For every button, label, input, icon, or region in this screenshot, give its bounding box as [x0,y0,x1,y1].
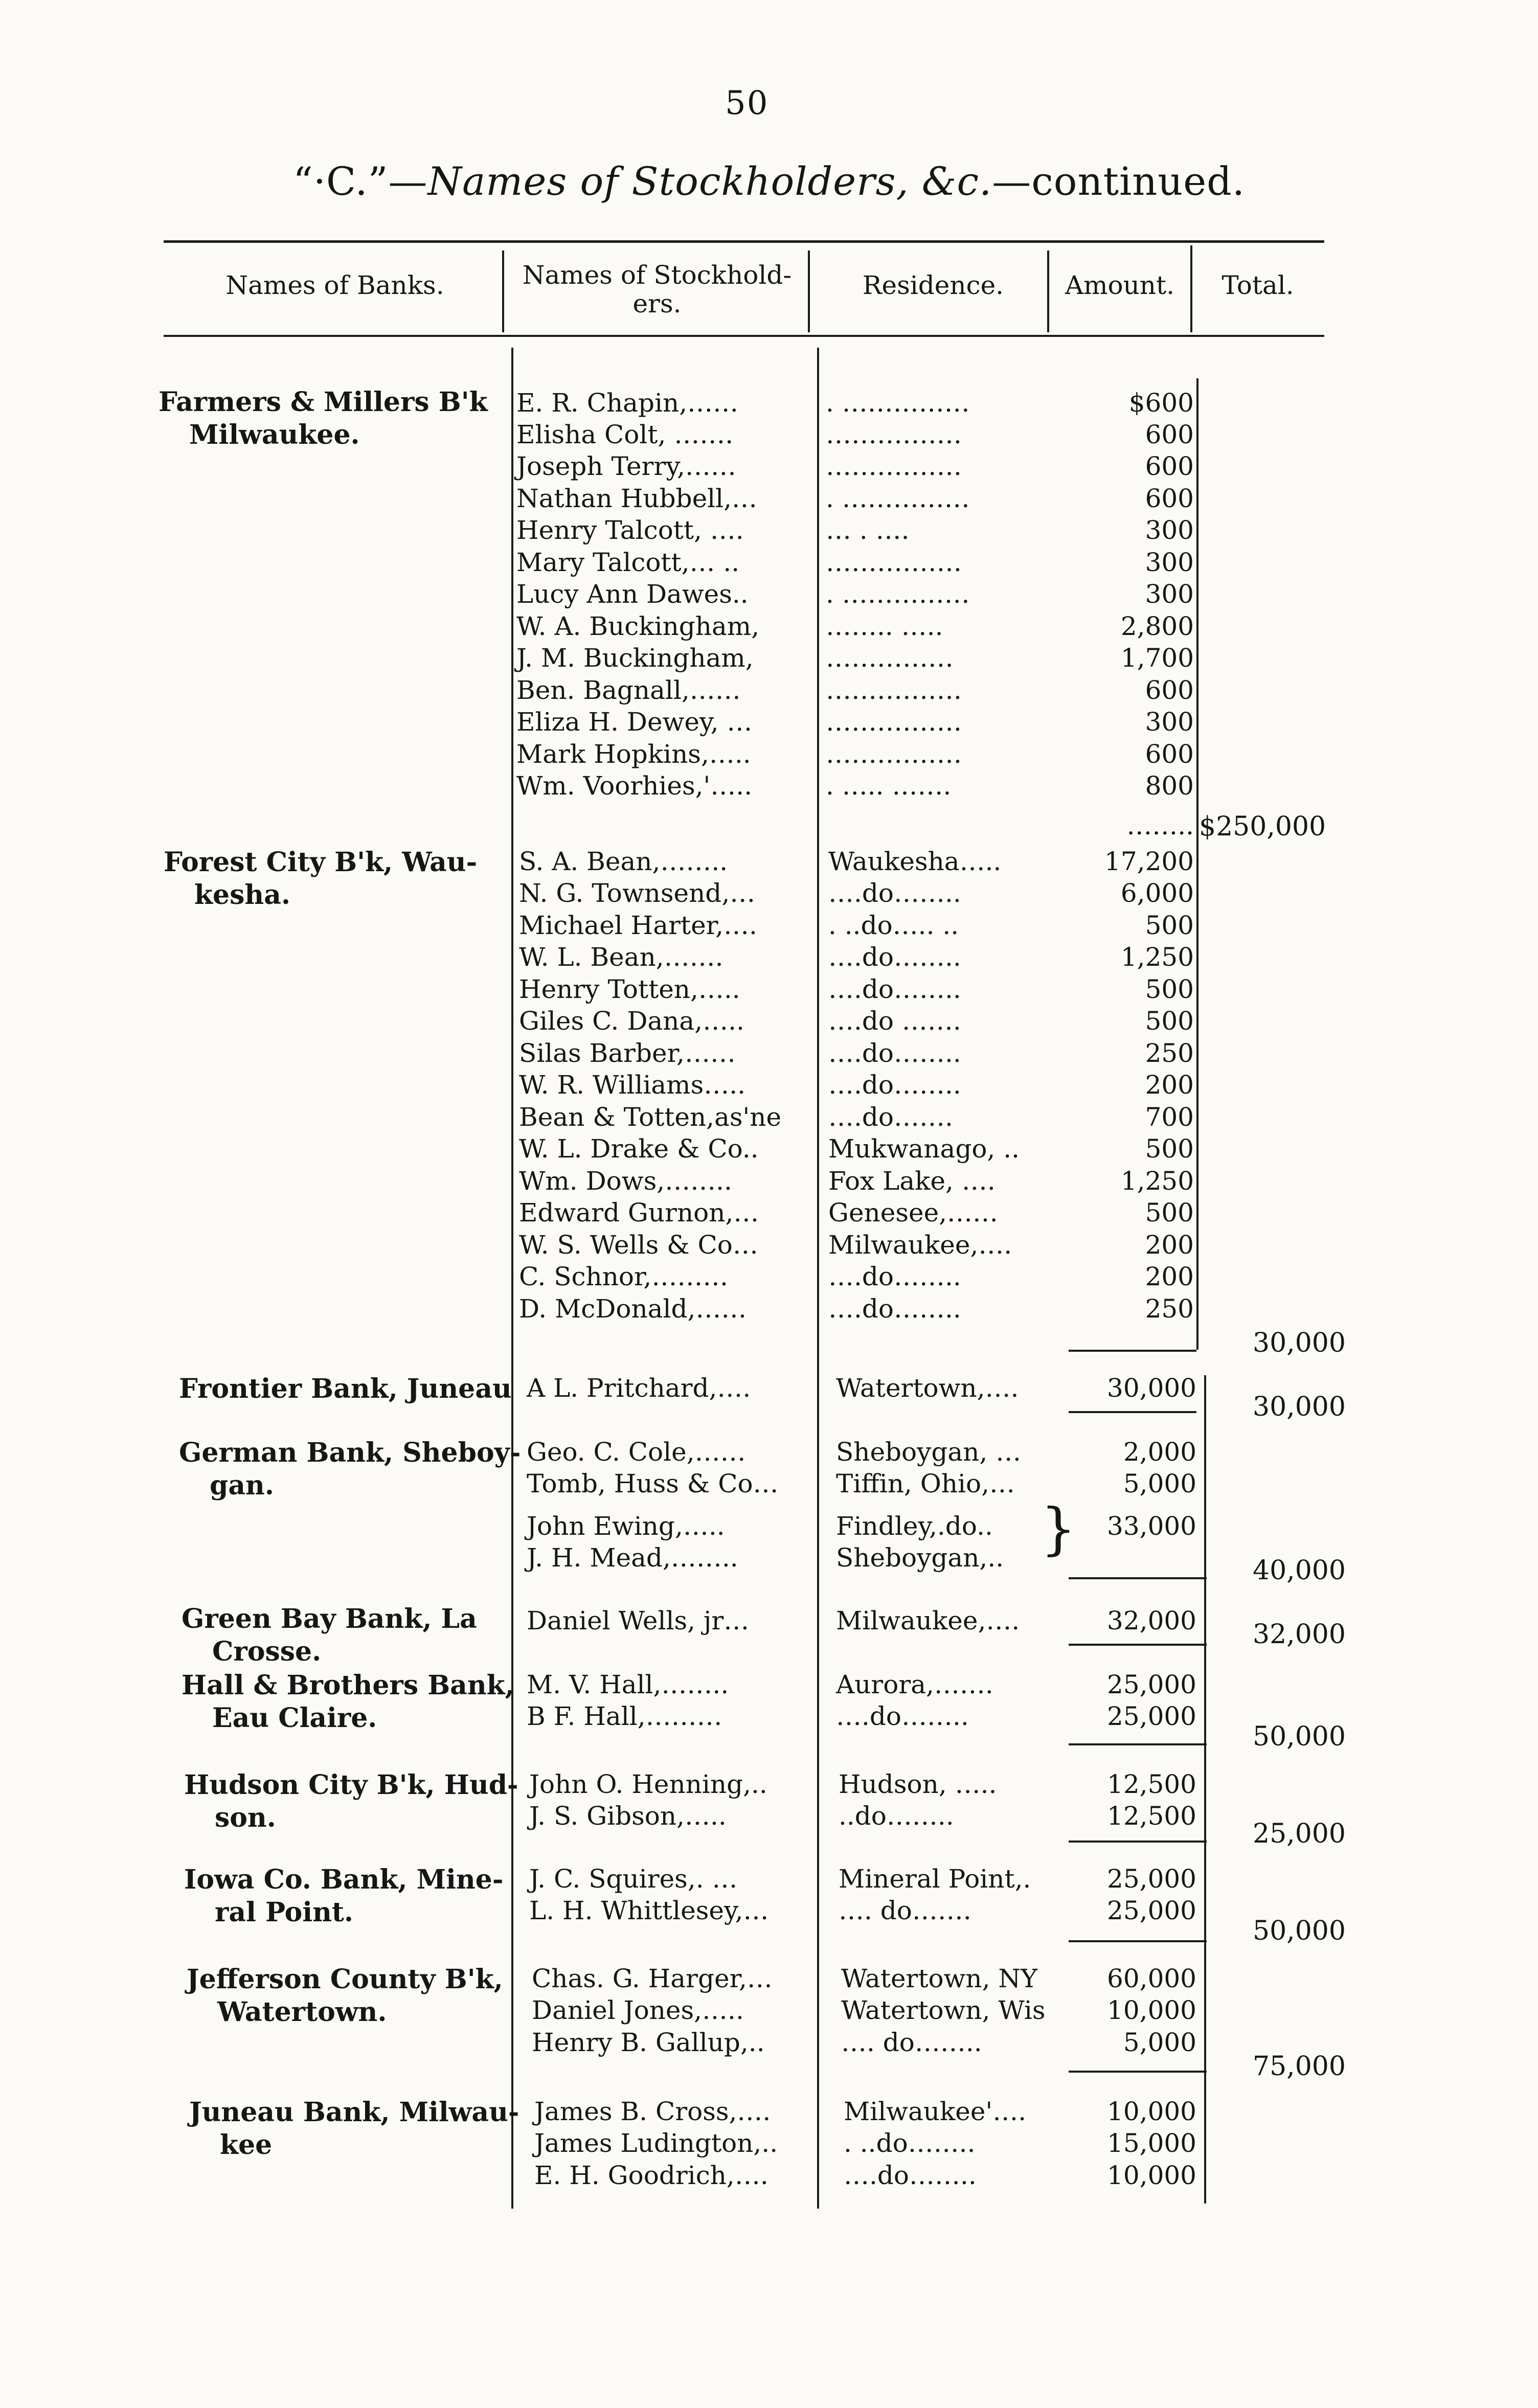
column-rule [511,348,513,2209]
residence: Findley,.do.. [836,1511,993,1541]
stockholder-name: A L. Pritchard,…. [527,1373,751,1403]
brace-symbol: } [1041,1496,1076,1561]
residence: Fox Lake, …. [828,1166,996,1196]
amount: 17,200 [1104,847,1194,876]
total-value: 32,000 [1253,1619,1346,1650]
column-rule [1204,1375,1206,2203]
stockholder-name: Mary Talcott,… .. [516,548,740,577]
amount: 600 [1145,420,1194,449]
subtotal-rule [1069,1940,1207,1942]
residence: …. do……. [839,1896,971,1925]
amount: 30,000 [1107,1373,1196,1403]
column-rule [817,348,819,2209]
residence: Milwaukee,…. [828,1230,1012,1260]
stockholder-name: E. R. Chapin,…… [516,388,739,418]
residence: ….do…….. [828,974,961,1004]
amount: 2,000 [1123,1437,1196,1467]
subtotal-rule [1069,1577,1207,1579]
residence: ….do…….. [828,1038,961,1068]
residence: …………… [826,643,954,673]
bank-name: Forest City B'k, Wau- kesha. [164,847,478,911]
amount: 5,000 [1123,1469,1196,1498]
total-value: 75,000 [1253,2051,1346,2082]
residence: Watertown, Wis [841,1995,1046,2025]
stockholder-name: Daniel Wells, jr… [527,1606,750,1635]
stockholder-name: J. S. Gibson,….. [529,1801,727,1831]
header-total: Total. [1222,270,1294,300]
residence: Mukwanago, .. [828,1134,1020,1164]
stockholder-name: Nathan Hubbell,… [516,484,758,513]
stockholder-name: J. M. Buckingham, [516,643,754,673]
total-value: 50,000 [1253,1721,1346,1752]
residence: ……………. [826,420,962,449]
bank-name: Hudson City B'k, Hud- son. [184,1769,518,1833]
total-value: $250,000 [1199,811,1326,842]
residence: . …………… [826,579,970,609]
amount: $600 [1128,388,1194,418]
amount: 12,500 [1107,1801,1196,1831]
amount: 600 [1145,739,1194,769]
page-title [0,158,1538,204]
amount: 25,000 [1107,1701,1196,1731]
residence: Aurora,……. [836,1670,993,1699]
residence: ….do ……. [828,1006,961,1036]
stockholder-name: E. H. Goodrich,…. [534,2161,768,2190]
stockholder-name: Daniel Jones,….. [532,1995,744,2025]
residence: ….do…….. [828,1262,961,1291]
amount: 6,000 [1120,878,1194,908]
amount: 500 [1145,1134,1194,1164]
residence: Sheboygan,.. [836,1543,1004,1573]
residence: ….do…….. [836,1701,969,1731]
stockholder-name: M. V. Hall,…….. [527,1670,729,1699]
residence: Waukesha….. [828,847,1002,876]
stockholder-name: Wm. Voorhies,'….. [516,771,753,801]
header-amount: Amount. [1065,270,1174,300]
amount: 10,000 [1107,1995,1196,2025]
stockholder-name: W. S. Wells & Co… [519,1230,758,1260]
amount: 2,800 [1120,611,1194,641]
residence: . ..do….. .. [828,911,959,940]
total-value: 40,000 [1253,1555,1346,1586]
stockholder-name: J. C. Squires,. … [529,1864,738,1894]
bank-name: Hall & Brothers Bank, Eau Claire. [182,1670,514,1734]
subtotal-rule [1069,2071,1207,2073]
title-italic: Names of Stockholders, &c. [427,158,992,204]
stockholder-name: Henry Talcott, …. [516,515,744,545]
stockholder-name: James Ludington,.. [534,2128,778,2158]
amount: 60,000 [1107,1964,1196,1993]
amount: 25,000 [1107,1864,1196,1894]
header-bottom-rule [164,335,1324,337]
page-number: 50 [725,84,769,122]
amount: 600 [1145,484,1194,513]
header-banks: Names of Banks. [225,270,444,300]
subtotal-rule [1069,1743,1207,1745]
amount: 10,000 [1107,2097,1196,2126]
stockholder-name: Bean & Totten,as'ne [519,1102,782,1132]
amount: 25,000 [1107,1670,1196,1699]
stockholder-name: W. R. Williams….. [519,1070,746,1100]
residence: . ..do…….. [844,2128,976,2158]
amount: 33,000 [1107,1511,1196,1541]
header-col-rule [1047,251,1049,332]
residence: Milwaukee,…. [836,1606,1020,1635]
stockholder-name: W. A. Buckingham, [516,611,760,641]
header-stockholders: Names of Stockhold- ers. [522,260,792,319]
amount: 600 [1145,451,1194,481]
stockholder-name: Silas Barber,…… [519,1038,736,1068]
residence: Sheboygan, … [836,1437,1022,1467]
header-col-rule [808,251,810,332]
amount: 1,250 [1120,942,1194,972]
residence: ….do……. [828,1102,953,1132]
stockholder-name: Henry B. Gallup,.. [532,2028,765,2057]
stockholder-name: Geo. C. Cole,…… [527,1437,746,1467]
residence: ….do…….. [828,1070,961,1100]
bank-name: Frontier Bank, Juneau [179,1373,512,1404]
amount: 32,000 [1107,1606,1196,1635]
stockholder-name: W. L. Drake & Co.. [519,1134,759,1164]
amount: 300 [1145,515,1194,545]
amount: 15,000 [1107,2128,1196,2158]
stockholder-name: B F. Hall,……… [527,1701,722,1731]
residence: ……………. [826,675,962,705]
residence: ….do…….. [828,878,961,908]
residence: …. do…….. [841,2028,982,2057]
residence: ……………. [826,548,962,577]
amount: 5,000 [1123,2028,1196,2057]
amount: 500 [1145,1006,1194,1036]
amount: 25,000 [1107,1896,1196,1925]
bank-name: Farmers & Millers B'k Milwaukee. [159,387,488,450]
stockholder-name: Chas. G. Harger,… [532,1964,773,1993]
stockholder-name: John O. Henning,.. [529,1769,767,1799]
subtotal-rule [1069,1841,1207,1843]
residence: . …………… [826,484,970,513]
amount: 500 [1145,911,1194,940]
amount: 200 [1145,1262,1194,1291]
residence: Watertown, NY [841,1964,1038,1993]
amount: 300 [1145,548,1194,577]
dots-leader: …….. [1126,811,1194,840]
total-value: 30,000 [1253,1392,1346,1422]
column-rule [1196,378,1198,1350]
subtotal-rule [1069,1644,1207,1646]
stockholder-name: S. A. Bean,…….. [519,847,728,876]
stockholder-name: N. G. Townsend,… [519,878,756,908]
stockholder-name: D. McDonald,…… [519,1294,747,1324]
stockholder-name: W. L. Bean,……. [519,942,723,972]
amount: 300 [1145,579,1194,609]
stockholder-name: Joseph Terry,…… [516,451,736,481]
residence: Mineral Point,. [839,1864,1031,1894]
bank-name: Jefferson County B'k, Watertown. [187,1964,503,2028]
amount: 10,000 [1107,2161,1196,2190]
residence: ….do…….. [844,2161,977,2190]
residence: . ….. ……. [826,771,952,801]
residence: . …………… [826,388,970,418]
stockholder-name: J. H. Mead,…….. [527,1543,738,1573]
residence: …….. ….. [826,611,943,641]
residence: ….do…….. [828,942,961,972]
amount: 700 [1145,1102,1194,1132]
residence: Watertown,…. [836,1373,1019,1403]
residence: ……………. [826,739,962,769]
amount: 250 [1145,1038,1194,1068]
amount: 800 [1145,771,1194,801]
title-prefix: “·C.”— [293,158,428,204]
amount: 600 [1145,675,1194,705]
stockholder-name: Lucy Ann Dawes.. [516,579,749,609]
residence: Milwaukee'…. [844,2097,1027,2126]
total-value: 30,000 [1253,1328,1346,1358]
amount: 200 [1145,1230,1194,1260]
stockholder-name: Tomb, Huss & Co… [527,1469,779,1498]
stockholder-name: Edward Gurnon,… [519,1198,759,1228]
residence: ..do…….. [839,1801,954,1831]
residence: ……………. [826,707,962,737]
header-top-rule [164,240,1324,243]
stockholder-name: John Ewing,….. [527,1511,725,1541]
subtotal-rule [1069,1411,1196,1413]
header-col-rule [1190,245,1192,332]
amount: 1,700 [1120,643,1194,673]
bank-name: Juneau Bank, Milwau- kee [189,2097,519,2161]
residence: Tiffin, Ohio,… [836,1469,1015,1498]
amount: 200 [1145,1070,1194,1100]
title-suffix: —continued. [992,158,1245,204]
residence: ……………. [826,451,962,481]
stockholder-name: Mark Hopkins,….. [516,739,751,769]
stockholder-name: Wm. Dows,…….. [519,1166,732,1196]
total-value: 25,000 [1253,1819,1346,1849]
amount: 1,250 [1120,1166,1194,1196]
residence: Genesee,…… [828,1198,999,1228]
residence: Hudson, ….. [839,1769,997,1799]
bank-name: German Bank, Sheboy- gan. [179,1437,521,1501]
subtotal-rule [1069,1350,1196,1352]
residence: ….do…….. [828,1294,961,1324]
stockholder-name: Michael Harter,…. [519,911,757,940]
bank-name: Iowa Co. Bank, Mine- ral Point. [184,1864,504,1928]
stockholder-name: L. H. Whittlesey,… [529,1896,769,1925]
stockholder-name: Henry Totten,….. [519,974,740,1004]
header-col-rule [502,251,504,332]
amount: 12,500 [1107,1769,1196,1799]
stockholder-name: Giles C. Dana,….. [519,1006,744,1036]
total-value: 50,000 [1253,1916,1346,1946]
header-residence: Residence. [862,270,1004,300]
stockholder-name: Elisha Colt, ……. [516,420,734,449]
amount: 500 [1145,974,1194,1004]
bank-name: Green Bay Bank, La Crosse. [182,1603,477,1667]
stockholder-name: C. Schnor,……… [519,1262,729,1291]
stockholder-name: James B. Cross,…. [534,2097,771,2126]
stockholder-name: Eliza H. Dewey, … [516,707,753,737]
stockholder-name: Ben. Bagnall,…… [516,675,741,705]
amount: 250 [1145,1294,1194,1324]
amount: 300 [1145,707,1194,737]
residence: … . …. [826,515,910,545]
amount: 500 [1145,1198,1194,1228]
